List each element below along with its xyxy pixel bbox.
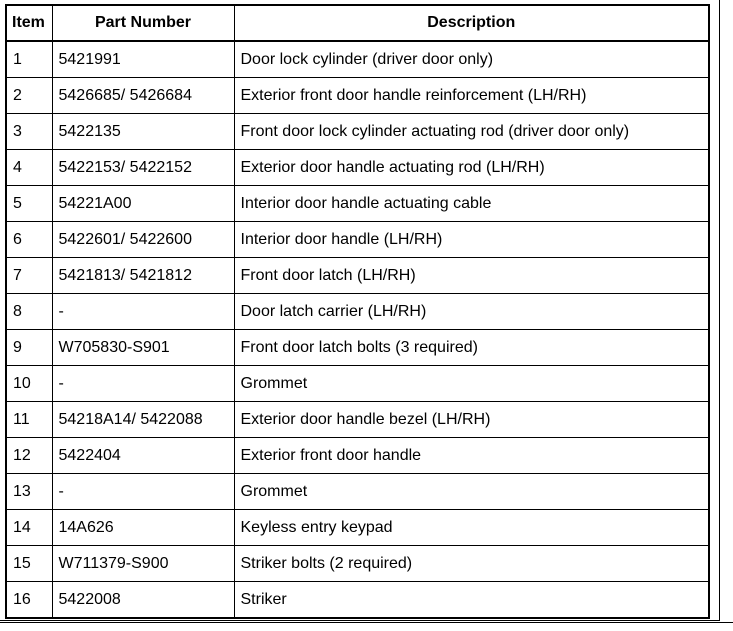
cell-part-number: - <box>52 366 234 402</box>
table-row <box>6 582 709 619</box>
cell-description: Front door latch (LH/RH) <box>234 258 709 294</box>
cell-description: Exterior door handle actuating rod (LH/RH) <box>234 150 709 186</box>
cell-part-number: 14A626 <box>52 510 234 546</box>
cell-description: Striker <box>234 582 709 619</box>
cell-part-number: 5422135 <box>52 114 234 150</box>
table-row <box>6 258 709 294</box>
cell-part-number: 54218A14/ 5422088 <box>52 402 234 438</box>
table-row <box>6 330 709 366</box>
cell-description: Striker bolts (2 required) <box>234 546 709 582</box>
table-row <box>6 474 709 510</box>
bottom-rule <box>0 622 733 623</box>
cell-item: 13 <box>6 474 52 510</box>
cell-part-number: 5422404 <box>52 438 234 474</box>
cell-description: Exterior front door handle <box>234 438 709 474</box>
cell-item: 11 <box>6 402 52 438</box>
table-row <box>6 41 709 78</box>
table-row <box>6 546 709 582</box>
cell-part-number: 5422008 <box>52 582 234 619</box>
cell-description: Grommet <box>234 366 709 402</box>
cell-item: 3 <box>6 114 52 150</box>
cell-description: Door latch carrier (LH/RH) <box>234 294 709 330</box>
parts-table-body <box>6 41 709 618</box>
table-row <box>6 222 709 258</box>
table-row <box>6 510 709 546</box>
cell-item: 6 <box>6 222 52 258</box>
cell-description: Interior door handle (LH/RH) <box>234 222 709 258</box>
cell-item: 2 <box>6 78 52 114</box>
cell-item: 4 <box>6 150 52 186</box>
header-part-number: Part Number <box>52 5 234 41</box>
cell-description: Front door lock cylinder actuating rod (driver door only) <box>234 114 709 150</box>
cell-item: 7 <box>6 258 52 294</box>
cell-part-number: 5422601/ 5422600 <box>52 222 234 258</box>
cell-item: 15 <box>6 546 52 582</box>
table-row <box>6 366 709 402</box>
cell-description: Interior door handle actuating cable <box>234 186 709 222</box>
cell-item: 12 <box>6 438 52 474</box>
cell-item: 14 <box>6 510 52 546</box>
cell-description: Keyless entry keypad <box>234 510 709 546</box>
cell-description: Exterior front door handle reinforcement (LH/RH) <box>234 78 709 114</box>
table-row <box>6 150 709 186</box>
table-row <box>6 402 709 438</box>
table-row <box>6 78 709 114</box>
parts-table <box>5 4 710 619</box>
cell-description: Grommet <box>234 474 709 510</box>
cell-part-number: 5421813/ 5421812 <box>52 258 234 294</box>
table-row <box>6 114 709 150</box>
cell-part-number: 5426685/ 5426684 <box>52 78 234 114</box>
cell-item: 8 <box>6 294 52 330</box>
cell-part-number: 54221A00 <box>52 186 234 222</box>
cell-item: 16 <box>6 582 52 619</box>
cell-description: Front door latch bolts (3 required) <box>234 330 709 366</box>
cell-part-number: - <box>52 294 234 330</box>
header-description: Description <box>234 5 709 41</box>
header-item: Item <box>6 5 52 41</box>
cell-description: Door lock cylinder (driver door only) <box>234 41 709 78</box>
table-row <box>6 186 709 222</box>
cell-item: 5 <box>6 186 52 222</box>
cell-part-number: 5422153/ 5422152 <box>52 150 234 186</box>
cell-part-number: W711379-S900 <box>52 546 234 582</box>
cell-item: 1 <box>6 41 52 78</box>
cell-item: 9 <box>6 330 52 366</box>
table-header-row <box>6 5 709 41</box>
cell-part-number: W705830-S901 <box>52 330 234 366</box>
cell-part-number: - <box>52 474 234 510</box>
cell-part-number: 5421991 <box>52 41 234 78</box>
cell-item: 10 <box>6 366 52 402</box>
table-row <box>6 294 709 330</box>
table-row <box>6 438 709 474</box>
cell-description: Exterior door handle bezel (LH/RH) <box>234 402 709 438</box>
